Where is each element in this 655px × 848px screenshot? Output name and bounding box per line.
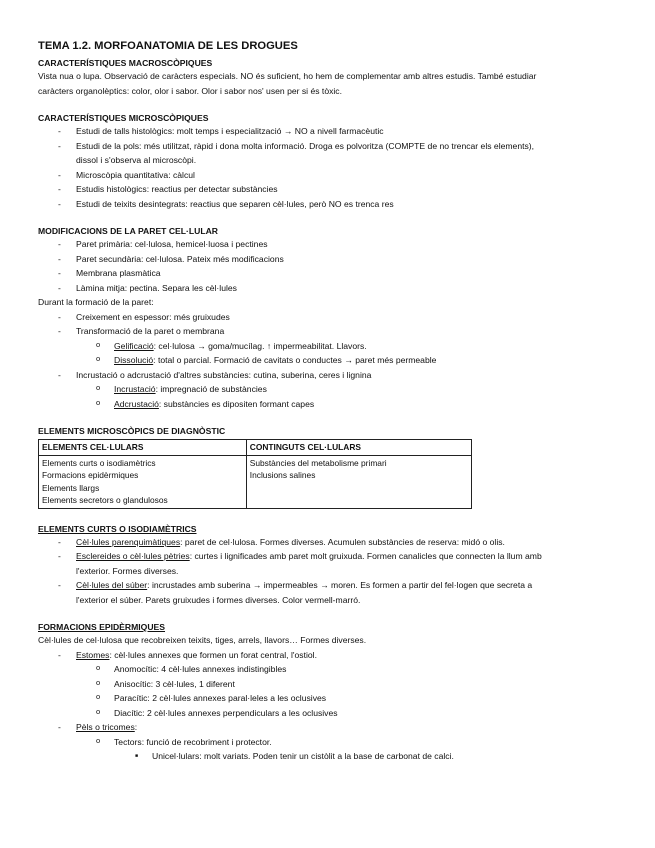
heading-short-elements: ELEMENTS CURTS O ISODIAMÈTRICS bbox=[38, 523, 197, 534]
stomata-type: o Anisocític: 3 cèl·lules, 1 diferent bbox=[38, 677, 618, 692]
heading-diagnostic: ELEMENTS MICROSCÒPICS DE DIAGNÒSTIC bbox=[38, 426, 226, 436]
micro-item: - Microscòpia quantitativa: càlcul bbox=[38, 168, 618, 183]
document-content bbox=[38, 40, 618, 764]
stomata-type: o Anomocític: 4 cèl·lules annexes indistingibles bbox=[38, 662, 618, 677]
term: Estomes bbox=[76, 649, 110, 660]
table-header-row bbox=[39, 440, 472, 456]
durant-line: Durant la formació de la paret: bbox=[38, 297, 154, 307]
formation-list bbox=[38, 310, 618, 412]
cell-wall-item: - Làmina mitja: pectina. Separa les cèl·lules bbox=[38, 281, 618, 296]
formation-item: - Creixement en espessor: més gruixudes bbox=[38, 310, 618, 325]
micro-item: - Estudi de la pols: més utilitzat, ràpid i dona molta informació. Droga es polvoritza (COMPTE de no trencar els elements), bbox=[38, 139, 618, 154]
micro-item: - Estudi de talls histològics: molt temps i especialització → NO a nivell farmacèutic bbox=[38, 124, 618, 139]
sclereid-item bbox=[38, 549, 618, 564]
stomata-type: o Paracític: 2 cèl·lules annexes paral·leles a les oclusives bbox=[38, 691, 618, 706]
sclereid-continuation: l'exterior. Formes diverses. bbox=[76, 565, 179, 576]
definition: : cèl·lules annexes que formen un forat central, l'ostiol. bbox=[109, 649, 317, 660]
term: Adcrustació bbox=[114, 398, 159, 409]
micro-item-continuation: dissol i s'observa al microscòpi. bbox=[76, 155, 197, 165]
cell-line: Inclusions salines bbox=[249, 470, 316, 480]
unicellular-item: ■ Unicel·lulars: molt variats. Poden tenir un cistòlit a la base de carbonat de calci. bbox=[38, 749, 618, 764]
cell-line: Substàncies del metabolisme primari bbox=[249, 457, 387, 468]
tectors-item: o Tectors: funció de recobriment i protector. bbox=[38, 735, 618, 750]
table-header-cell: ELEMENTS CEL·LULARS bbox=[39, 440, 247, 456]
parenchyma-item bbox=[38, 535, 618, 550]
term: Incrustació bbox=[114, 384, 156, 394]
cell-line: Formacions epidèrmiques bbox=[42, 470, 139, 480]
suber-continuation: l'exterior el súber. Parets gruixudes i formes diverses. Color vermell-marró. bbox=[76, 594, 361, 605]
heading-macroscopic: CARACTERÍSTIQUES MACROSCÒPIQUES bbox=[38, 58, 213, 68]
document-title: TEMA 1.2. MORFOANATOMIA DE LES DROGUES bbox=[38, 40, 298, 52]
table-header-cell: CONTINGUTS CEL·LULARS bbox=[246, 440, 471, 456]
table-cell bbox=[246, 455, 471, 508]
cell-wall-item: - Paret primària: cel·lulosa, hemicel·luosa i pectines bbox=[38, 237, 618, 252]
cell-line: Elements llargs bbox=[42, 482, 100, 493]
diagnostic-table bbox=[38, 439, 472, 509]
micro-item: - Estudis histològics: reactius per detectar substàncies bbox=[38, 182, 618, 197]
hairs-item bbox=[38, 720, 618, 735]
cell-wall-list bbox=[38, 237, 618, 295]
macro-line-1: Vista nua o lupa. Observació de caràcters especials. NO és suficient, ho hem de complementar amb altres estudis. També estudiar bbox=[38, 71, 537, 81]
incrustation-item bbox=[38, 382, 618, 397]
term: Dissolució bbox=[114, 355, 154, 365]
term: Esclereides o cèl·lules pètries bbox=[76, 551, 190, 561]
definition: : total o parcial. Formació de cavitats o conductes → paret més permeable bbox=[153, 355, 437, 365]
heading-cell-wall: MODIFICACIONS DE LA PARET CEL·LULAR bbox=[38, 226, 218, 236]
cell-line: Elements curts o isodiamètrics bbox=[42, 457, 156, 468]
short-elements-list bbox=[38, 535, 618, 608]
definition: : incrustades amb suberina → impermeables → moren. Es formen a partir del fel·logen que secreta a bbox=[147, 580, 533, 590]
definition: : paret de cel·lulosa. Formes diverses. Acumulen substàncies de reserva: midó o olis. bbox=[180, 536, 505, 547]
formation-item: - Transformació de la paret o membrana bbox=[38, 324, 618, 339]
heading-epidermal: FORMACIONS EPIDÈRMIQUES bbox=[38, 622, 166, 632]
cell-wall-item: - Membrana plasmàtica bbox=[38, 266, 618, 281]
stomata-item bbox=[38, 648, 618, 663]
dissolution-item bbox=[38, 353, 618, 368]
definition: : impregnació de substàncies bbox=[155, 384, 267, 394]
cell-line: Elements secretors o glandulosos bbox=[42, 495, 168, 505]
term: Gelificació bbox=[114, 340, 154, 351]
macro-line-2: caràcters organolèptics: color, olor i sabor. Olor i sabor nos' usen per si és tòxic. bbox=[38, 85, 342, 96]
cell-wall-item: - Paret secundària: cel·lulosa. Pateix més modificacions bbox=[38, 252, 618, 267]
heading-microscopic: CARACTERÍSTIQUES MICROSCÒPIQUES bbox=[38, 113, 209, 123]
term: Pèls o tricomes bbox=[76, 722, 135, 732]
definition: : cel·lulosa → goma/mucílag. ↑ impermeabilitat. Llavors. bbox=[153, 340, 367, 351]
micro-list bbox=[38, 124, 618, 211]
definition: : substàncies es dipositen formant capes bbox=[158, 398, 315, 409]
stomata-type: o Diacític: 2 cèl·lules annexes perpendiculars a les oclusives bbox=[38, 706, 618, 721]
suber-item bbox=[38, 578, 618, 593]
table-cell bbox=[39, 455, 247, 508]
definition: : curtes i lignificades amb paret molt gruixuda. Formen canalicles que connecten la llum amb bbox=[189, 551, 542, 561]
epidermal-intro: Cèl·lules de cel·lulosa que recobreixen teixits, tiges, arrels, llavors… Formes diverses. bbox=[38, 635, 367, 645]
micro-item: - Estudi de teixits desintegrats: reactius que separen cèl·lules, però NO es trenca res bbox=[38, 197, 618, 212]
formation-item: - Incrustació o adcrustació d'altres substàncies: cutina, suberina, ceres i lignina bbox=[38, 368, 618, 383]
gelification-item bbox=[38, 339, 618, 354]
epidermal-list bbox=[38, 648, 618, 764]
definition: : bbox=[134, 722, 138, 732]
term: Cèl·lules del súber bbox=[76, 580, 148, 590]
table-row bbox=[39, 455, 472, 508]
adcrustation-item bbox=[38, 397, 618, 412]
term: Cèl·lules parenquimàtiques bbox=[76, 536, 181, 547]
